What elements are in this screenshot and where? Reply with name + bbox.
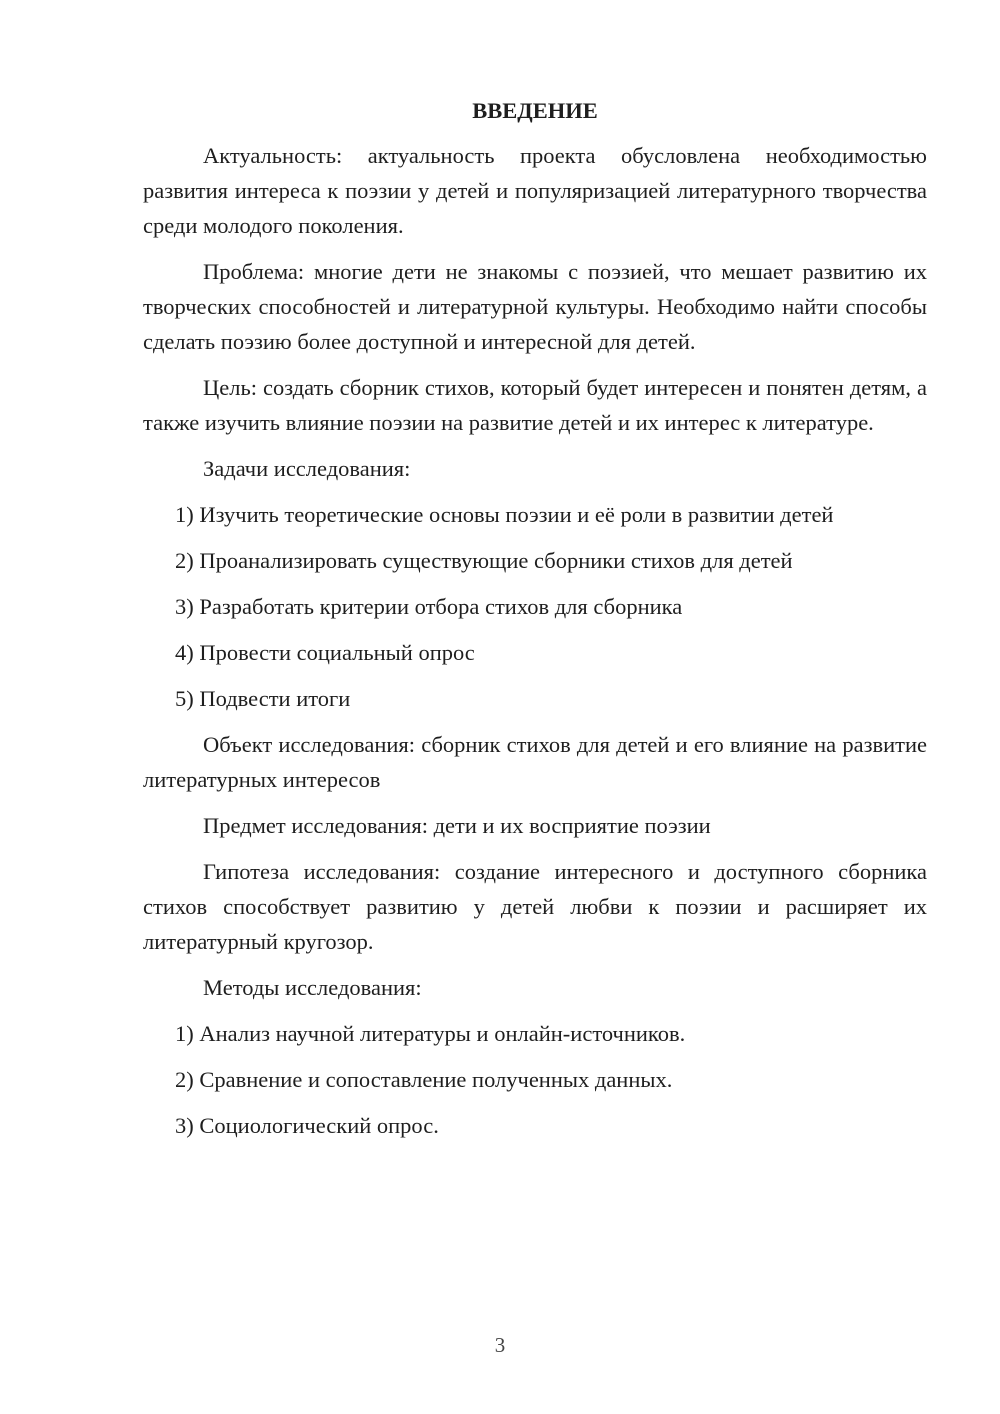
section-title: ВВЕДЕНИЕ bbox=[472, 98, 598, 123]
task-item: 1) Изучить теоретические основы поэзии и её роли в развитии детей bbox=[175, 502, 834, 527]
page-content bbox=[143, 95, 927, 1154]
task-item: 3) Разработать критерии отбора стихов для сборника bbox=[175, 594, 683, 619]
tasks-heading: Задачи исследования: bbox=[203, 456, 411, 481]
paragraph-goal: Цель: создать сборник стихов, который будет интересен и понятен детям, а также изучить влияние поэзии на развитие детей и их интерес к литературе. bbox=[143, 375, 927, 435]
page-number: 3 bbox=[494, 1333, 506, 1357]
paragraph-relevance: Актуальность: актуальность проекта обусловлена необходимостью развития интереса к поэзии у детей и популяризацией литературного творчества среди молодого поколения. bbox=[143, 143, 927, 238]
method-item: 2) Сравнение и сопоставление полученных данных. bbox=[175, 1067, 673, 1092]
method-item: 3) Социологический опрос. bbox=[175, 1113, 439, 1138]
paragraph-object: Объект исследования: сборник стихов для детей и его влияние на развитие литературных интересов bbox=[143, 732, 927, 792]
method-item: 1) Анализ научной литературы и онлайн-источников. bbox=[175, 1021, 686, 1046]
task-item: 2) Проанализировать существующие сборники стихов для детей bbox=[175, 548, 793, 573]
paragraph-subject: Предмет исследования: дети и их восприятие поэзии bbox=[203, 813, 711, 838]
task-item: 5) Подвести итоги bbox=[175, 686, 351, 711]
paragraph-problem: Проблема: многие дети не знакомы с поэзией, что мешает развитию их творческих способностей и литературной культуры. Необходимо найти способы сделать поэзию более доступной и интересной для детей. bbox=[143, 259, 927, 354]
task-item: 4) Провести социальный опрос bbox=[175, 640, 475, 665]
paragraph-hypothesis: Гипотеза исследования: создание интересного и доступного сборника стихов способствует развитию у детей любви к поэзии и расширяет их литературный кругозор. bbox=[143, 859, 927, 954]
methods-heading: Методы исследования: bbox=[203, 975, 422, 1000]
